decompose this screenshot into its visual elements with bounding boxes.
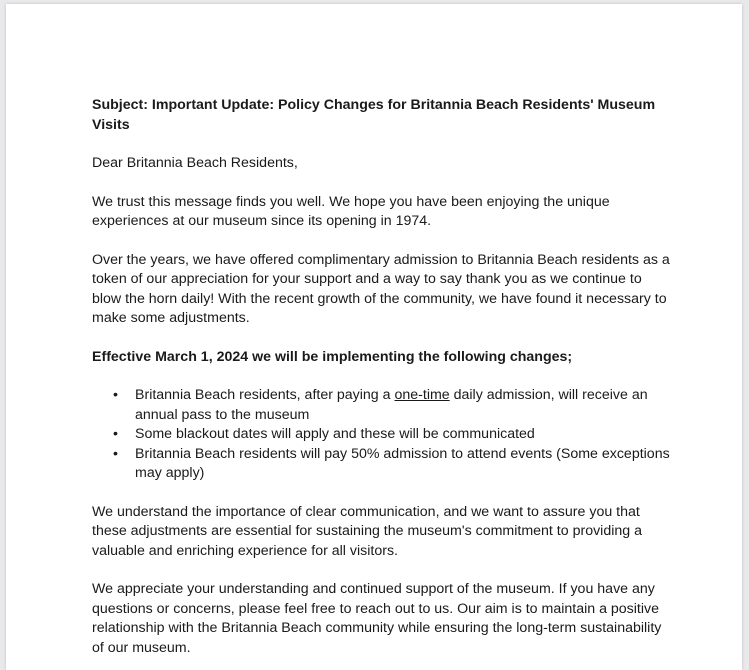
list-item xyxy=(92,386,672,425)
bullet-icon: • xyxy=(113,445,118,462)
letter-body xyxy=(92,96,672,670)
effective-heading: Effective March 1, 2024 we will be implementing the following changes; xyxy=(92,348,573,365)
paragraph-intro: We trust this message finds you well. We hope you have been enjoying the unique experiences at our museum since its opening in 1974. xyxy=(92,193,610,229)
bullet-text-after: daily admission, will receive an annual pass to the museum xyxy=(135,387,648,423)
bullet-text-before: Britannia Beach residents, after paying a xyxy=(135,387,395,403)
paragraph-history: Over the years, we have offered complimentary admission to Britannia Beach residents as a token of our appreciation for your support and a way to say thank you as we continue to blow the horn daily! With the recent growth of the community, we have found it necessary to make some adjustments. xyxy=(92,251,670,326)
changes-list xyxy=(92,386,672,484)
bullet-text: Some blackout dates will apply and these will be communicated xyxy=(135,426,535,442)
paragraph-communication: We understand the importance of clear communication, and we want to assure you that these adjustments are essential for sustaining the museum's commitment to providing a valuable and enriching experience for all visitors. xyxy=(92,503,642,559)
underlined-text: one-time xyxy=(394,387,450,403)
paragraph-closing: We appreciate your understanding and continued support of the museum. If you have any questions or concerns, please feel free to reach out to us. Our aim is to maintain a positive relationship with the Britannia Beach community while ensuring the long-term sustainability of our museum. xyxy=(92,581,662,656)
bullet-icon: • xyxy=(113,426,118,442)
letter-subject: Subject: Important Update: Policy Changes for Britannia Beach Residents' Museum Visits xyxy=(92,97,656,133)
list-item xyxy=(92,445,672,484)
document-page xyxy=(6,4,742,670)
list-item xyxy=(92,425,672,445)
bullet-text: Britannia Beach residents will pay 50% admission to attend events (Some exceptions may apply) xyxy=(135,445,670,481)
bullet-icon: • xyxy=(113,387,118,403)
letter-greeting: Dear Britannia Beach Residents, xyxy=(92,155,298,171)
